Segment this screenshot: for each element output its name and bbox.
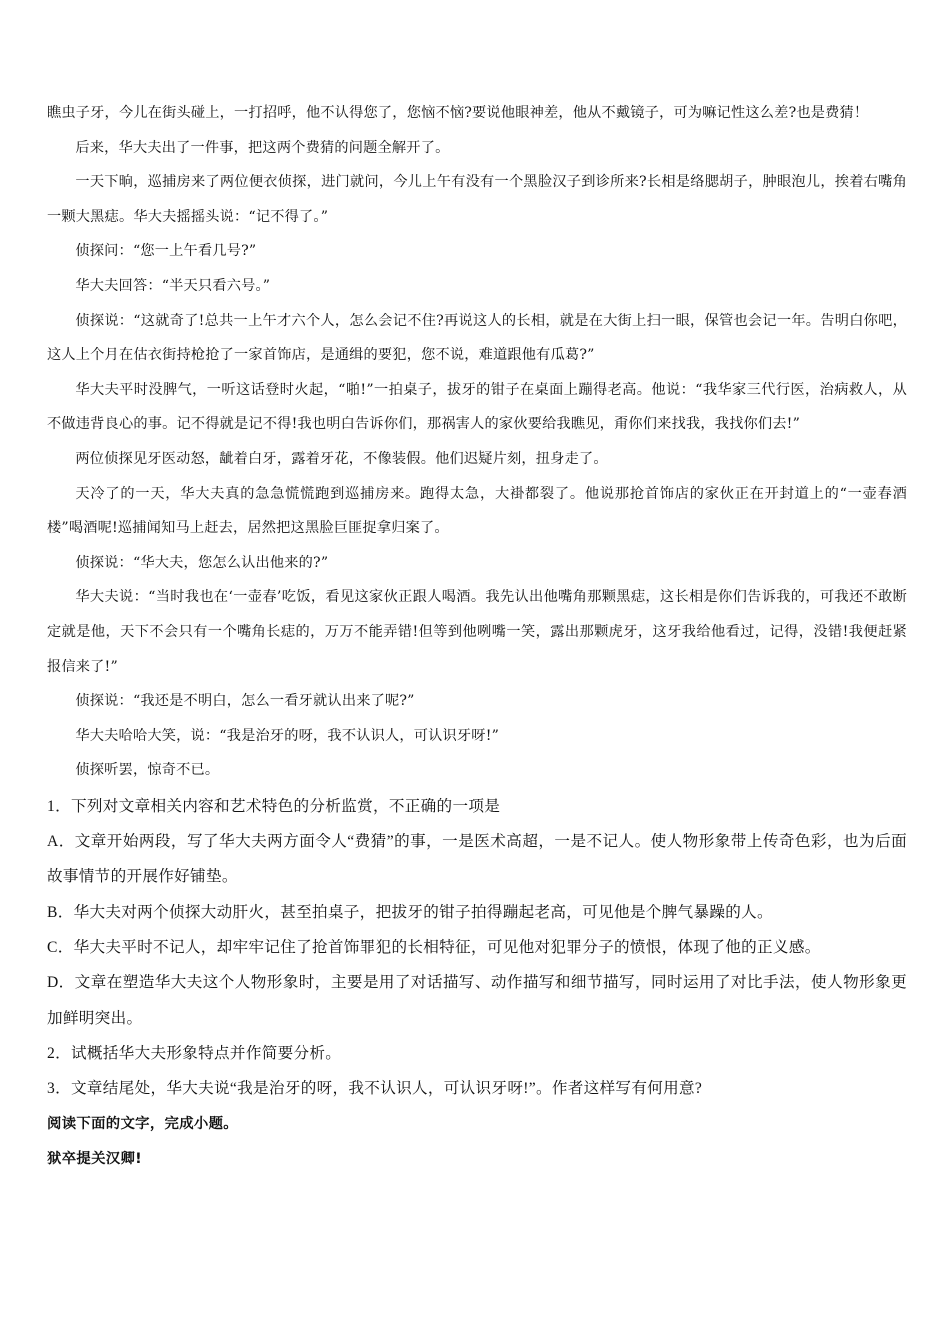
question-2: 2．试概括华大夫形象特点并作简要分析。 (47, 1044, 342, 1062)
story-text (47, 96, 907, 788)
question-1-option-c: C．华大夫平时不记人，却牢牢记住了抢首饰罪犯的长相特征，可见他对犯罪分子的愤恨，体现了他的正义感。 (47, 939, 821, 957)
question-1-option-d: D．文章在塑造华大夫这个人物形象时，主要是用了对话描写、动作描写和细节描写，同时运用了对比手法，使人物形象更加鲜明突出。 (47, 974, 907, 1027)
story-paragraph: 华大夫回答：“半天只看六号。” (75, 277, 271, 294)
question-1-option-a: A．文章开始两段，写了华大夫两方面令人“费猜”的事，一是医术高超，一是不记人。使人物形象带上传奇色彩，也为后面故事情节的开展作好铺垫。 (47, 833, 907, 886)
story-paragraph: 侦探说：“我还是不明白，怎么一看牙就认出来了呢?” (75, 693, 415, 710)
questions-section (47, 789, 907, 1177)
story-paragraph: 后来，华大夫出了一件事，把这两个费猜的问题全解开了。 (75, 139, 450, 156)
story-paragraph: 瞧虫子牙，今儿在街头碰上，一打招呼，他不认得您了，您恼不恼?要说他眼神差，他从不戴镜子，可为嘛记性这么差?也是费猜！ (47, 105, 869, 121)
story-paragraph: 华大夫说：“当时我也在‘一壶春’吃饭，看见这家伙正跟人喝酒。我先认出他嘴角那颗黑痣，这长相是你们告诉我的，可我还不敢断定就是他，天下不会只有一个嘴角长痣的，万万不能弄错!但等到他咧嘴一笑，露出那颗虎牙，这牙我给他看过，记得，没错!我便赶紧报信来了!” (47, 589, 907, 675)
story-paragraph: 侦探说：“这就奇了!总共一上午才六个人，怎么会记不住?再说这人的长相，就是在大街上扫一眼，保管也会记一年。告明白你吧，这人上个月在估衣街持枪抢了一家首饰店，是通缉的要犯，您不说，难道跟他有瓜葛?” (47, 312, 907, 364)
question-3: 3．文章结尾处，华大夫说“我是治牙的呀，我不认识人，可认识牙呀!”。作者这样写有何用意? (47, 1080, 703, 1098)
question-1-option-b: B．华大夫对两个侦探大动肝火，甚至拍桌子，把拔牙的钳子拍得蹦起老高，可见他是个脾气暴躁的人。 (47, 903, 773, 921)
story-paragraph: 华大夫平时没脾气，一听这话登时火起，“啪!”一拍桌子，拔牙的钳子在桌面上蹦得老高。他说：“我华家三代行医，治病救人，从不做违背良心的事。记不得就是记不得!我也明白告诉你们，那祸害人的家伙要给我瞧见，甭你们来找我，我找你们去!” (47, 381, 907, 433)
document-page (47, 96, 907, 1177)
reading-instruction: 阅读下面的文字，完成小题。 (47, 1115, 238, 1132)
story-paragraph: 两位侦探见牙医动怒，龇着白牙，露着牙花，不像装假。他们迟疑片刻，扭身走了。 (75, 450, 608, 467)
next-article-title: 狱卒提关汉卿! (47, 1150, 143, 1167)
question-1-stem: 1．下列对文章相关内容和艺术特色的分析监赏，不正确的一项是 (47, 797, 501, 815)
story-paragraph: 侦探说：“华大夫，您怎么认出他来的?” (75, 554, 329, 571)
story-paragraph: 一天下晌，巡捕房来了两位便衣侦探，进门就问，今儿上午有没有一个黑脸汉子到诊所来?长相是络腮胡子，肿眼泡儿，挨着右嘴角一颗大黑痣。华大夫摇摇头说：“记不得了。” (47, 174, 907, 225)
story-paragraph: 侦探听罢，惊奇不已。 (75, 762, 220, 779)
story-paragraph: 天冷了的一天，华大夫真的急急慌慌跑到巡捕房来。跑得太急，大褂都裂了。他说那抢首饰店的家伙正在开封道上的“一壶春酒楼”喝酒呢!巡捕闻知马上赶去，居然把这黑脸巨匪捉拿归案了。 (47, 485, 907, 537)
story-paragraph: 华大夫哈哈大笑，说：“我是治牙的呀，我不认识人，可认识牙呀!” (75, 727, 500, 744)
story-paragraph: 侦探问：“您一上午看几号?” (75, 243, 257, 260)
